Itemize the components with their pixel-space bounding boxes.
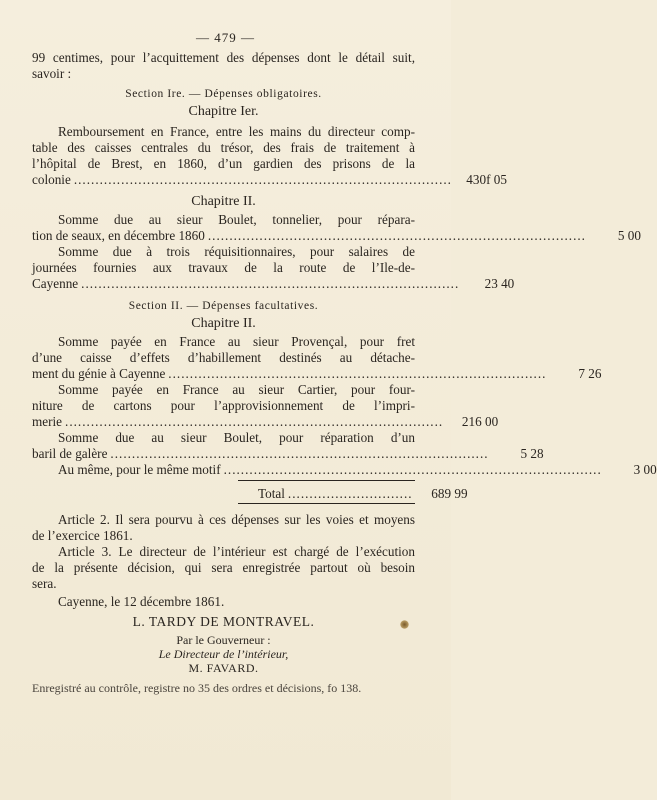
chapitre-2-item-2-line: Somme due à trois réquisitionnaires, pour salaires de — [58, 244, 415, 259]
chapitre-2-item-2-row — [32, 276, 515, 292]
date-line: Cayenne, le 12 décembre 1861. — [58, 594, 225, 609]
chapitre-2b-item-4-amount: 3 00 — [633, 462, 657, 477]
chapitre-2b-item-1-amount: 7 26 — [578, 366, 602, 381]
total-rule — [238, 480, 415, 481]
leader-dots: ........................................................................................ — [223, 462, 602, 477]
article-2-line: de l’exercice 1861. — [32, 528, 133, 543]
intro-line-1: 99 centimes, pour l’acquittement des dépenses dont le détail suit, — [32, 50, 415, 65]
chapitre-2b-item-2-line: Somme payée en France au sieur Cartier, pour four- — [58, 382, 415, 397]
chapitre-2b-item-2-last: merie — [32, 414, 63, 429]
chapitre-2-item-2-line: journées fournies aux travaux de la route de l’Ile-de- — [32, 260, 415, 275]
registration-note: Enregistré au contrôle, registre no 35 des ordres et décisions, fo 138. — [32, 681, 362, 695]
total-label: Total — [258, 486, 285, 501]
par-le-gouverneur: Par le Gouverneur : — [176, 633, 271, 647]
intro-line-2: savoir : — [32, 66, 72, 81]
chapitre-1-line: l’hôpital de Brest, en 1860, d’un gardien des prisons de la — [32, 156, 415, 171]
leader-dots: ........................................................................................ — [65, 414, 444, 429]
chapitre-1-line: Remboursement en France, entre les mains du directeur comp- — [58, 124, 415, 139]
leader-dots: ........................................................................................ — [73, 172, 452, 187]
leader-dots: ........................................................................................ — [110, 446, 489, 461]
chapitre-2b-item-2-row — [32, 414, 499, 430]
total-amount: 689 99 — [431, 486, 468, 501]
chapitre-2b-item-2-amount: 216 00 — [461, 414, 499, 429]
chapitre-2-item-1-line: Somme due au sieur Boulet, tonnelier, pour répara- — [58, 212, 415, 227]
chapitre-2-item-2-amount: 23 40 — [484, 276, 515, 291]
director-title: Le Directeur de l’intérieur, — [158, 647, 289, 661]
chapitre-2b-item-2-line: niture de cartons pour l’approvisionnement de l’impri- — [32, 398, 415, 413]
article-3-line: Article 3. Le directeur de l’intérieur est chargé de l’exécution — [58, 544, 415, 559]
chapitre-2b-item-1-line: d’une caisse d’effets d’habillement destinés au détache- — [32, 350, 415, 365]
total-row — [258, 486, 468, 502]
chapitre-2-item-2-last: Cayenne — [32, 276, 79, 291]
article-2-line: Article 2. Il sera pourvu à ces dépenses sur les voies et moyens — [58, 512, 415, 527]
chapitre-2b-item-1-row — [32, 366, 602, 382]
chapitre-2b-item-3-line: Somme due au sieur Boulet, pour réparation d’un — [58, 430, 415, 445]
chapitre-2b-item-1-line: Somme payée en France au sieur Provençal, pour fret — [58, 334, 415, 349]
chapitre-1-title: Chapitre Ier. — [188, 104, 259, 119]
section-1-heading: Section Ire. — Dépenses obligatoires. — [125, 88, 322, 100]
signatory: L. TARDY DE MONTRAVEL. — [132, 614, 315, 629]
chapitre-2b-item-1-last: ment du génie à Cayenne — [32, 366, 166, 381]
page-number: — 479 — — [196, 30, 255, 45]
chapitre-2b-item-3-last: baril de galère — [32, 446, 108, 461]
chapitre-1-last-line: colonie — [32, 172, 71, 187]
chapitre-2b-item-3-amount: 5 28 — [520, 446, 544, 461]
chapitre-2-item-1-last: tion de seaux, en décembre 1860 — [32, 228, 205, 243]
director-name: M. FAVARD. — [188, 661, 259, 675]
ink-stain — [400, 620, 409, 629]
article-3-line: de la présente décision, qui sera enregistrée partout où besoin — [32, 560, 415, 575]
chapitre-2b-item-3-row — [32, 446, 544, 462]
chapitre-1-line: table des caisses centrales du trésor, des frais de traitement à — [32, 140, 415, 155]
chapitre-2-item-1-row — [32, 228, 641, 244]
article-3-line: sera. — [32, 576, 57, 591]
total-underline — [238, 503, 415, 504]
chapitre-2b-item-4-last: Au même, pour le même motif — [58, 462, 221, 477]
chapitre-2b-item-4-row — [32, 462, 657, 478]
chapitre-1-amount-row — [32, 172, 507, 188]
leader-dots: ........................................................................................ — [168, 366, 547, 381]
chapitre-2-title: Chapitre II. — [191, 194, 256, 209]
leader-dots: ........................................................................................ — [207, 228, 586, 243]
leader-dots: ........................................................................................ — [81, 276, 460, 291]
chapitre-2-item-1-amount: 5 00 — [617, 228, 641, 243]
leader-dots: ............................. — [287, 486, 413, 501]
chapitre-1-amount: 430f 05 — [466, 172, 507, 187]
section-2-heading: Section II. — Dépenses facultatives. — [128, 300, 319, 312]
chapitre-2b-title: Chapitre II. — [191, 316, 256, 331]
